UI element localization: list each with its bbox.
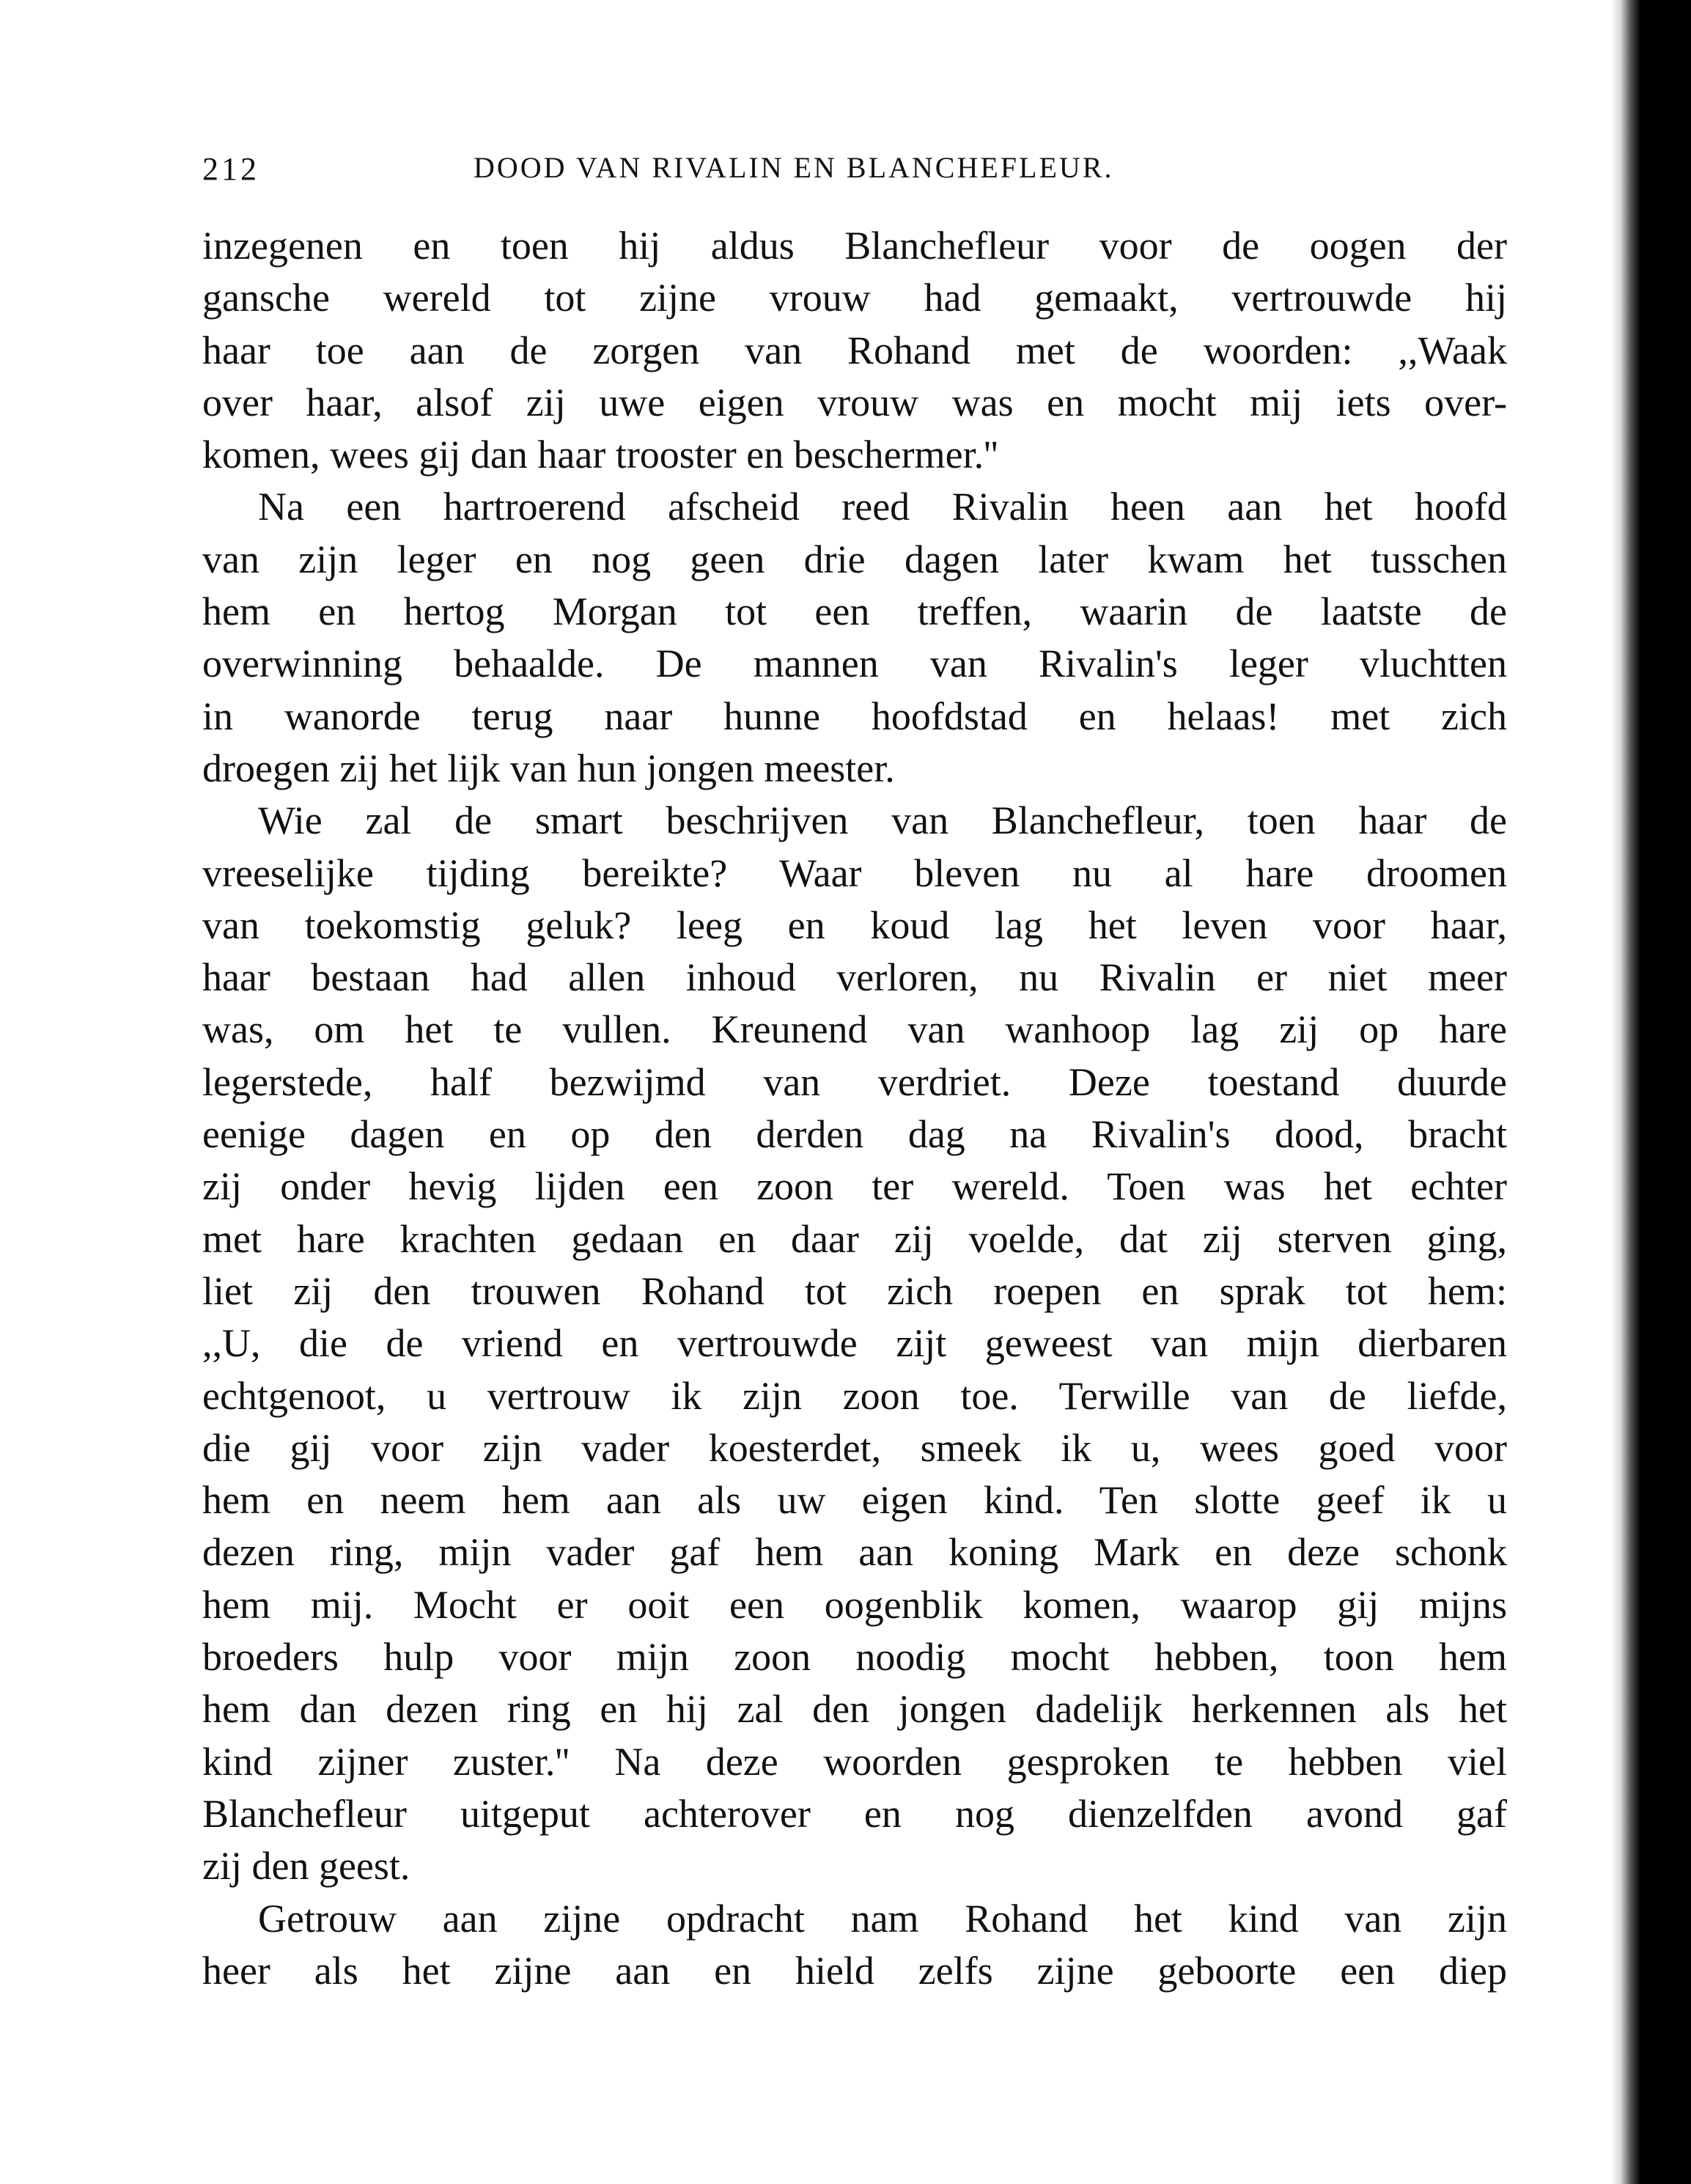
text-line: echtgenoot, u vertrouw ik zijn zoon toe. Terwille van de liefde, <box>202 1373 1507 1418</box>
text-line: kind zijner zuster.'' Na deze woorden gesproken te hebben viel <box>202 1739 1507 1784</box>
text-line: heer als het zijne aan en hield zelfs zijne geboorte een diep <box>202 1948 1507 1993</box>
page-number: 212 <box>202 151 259 187</box>
text-line: zij den geest. <box>202 1844 410 1889</box>
text-line: liet zij den trouwen Rohand tot zich roepen en sprak tot hem: <box>202 1268 1507 1313</box>
text-line: gansche wereld tot zijne vrouw had gemaakt, vertrouwde hij <box>202 276 1507 320</box>
text-line: Wie zal de smart beschrijven van Blanchefleur, toen haar de <box>258 798 1507 843</box>
text-line: overwinning behaalde. De mannen van Rivalin's leger vluchtten <box>202 641 1507 686</box>
text-line: legerstede, half bezwijmd van verdriet. Deze toestand duurde <box>202 1059 1507 1104</box>
text-line: was, om het te vullen. Kreunend van wanhoop lag zij op hare <box>202 1007 1507 1052</box>
scan-edge-black <box>1640 0 1691 2184</box>
text-line: hem mij. Mocht er ooit een oogenblik komen, waarop gij mijns <box>202 1582 1507 1627</box>
text-line: inzegenen en toen hij aldus Blanchefleur voor de oogen der <box>202 224 1507 268</box>
text-line: ,,U, die de vriend en vertrouwde zijt geweest van mijn dierbaren <box>202 1321 1507 1366</box>
text-line: Getrouw aan zijne opdracht nam Rohand het kind van zijn <box>258 1896 1507 1941</box>
body-text <box>202 220 1507 1997</box>
running-header <box>202 150 1507 194</box>
text-line: dezen ring, mijn vader gaf hem aan koning Mark en deze schonk <box>202 1530 1507 1575</box>
text-line: Blanchefleur uitgeput achterover en nog dienzelfden avond gaf <box>202 1791 1507 1836</box>
text-line: van zijn leger en nog geen drie dagen later kwam het tusschen <box>202 537 1507 581</box>
text-line: hem dan dezen ring en hij zal den jongen dadelijk herkennen als het <box>202 1687 1507 1732</box>
text-line: zij onder hevig lijden een zoon ter wereld. Toen was het echter <box>202 1164 1507 1209</box>
text-line: broeders hulp voor mijn zoon noodig mocht hebben, toon hem <box>202 1635 1507 1680</box>
text-line: haar toe aan de zorgen van Rohand met de woorden: ,,Waak <box>202 328 1507 372</box>
text-line: eenige dagen en op den derden dag na Rivalin's dood, bracht <box>202 1112 1507 1157</box>
text-line: die gij voor zijn vader koesterdet, smeek ik u, wees goed voor <box>202 1425 1507 1470</box>
text-line: hem en neem hem aan als uw eigen kind. Ten slotte geef ik u <box>202 1478 1507 1523</box>
text-line: haar bestaan had allen inhoud verloren, nu Rivalin er niet meer <box>202 955 1507 1000</box>
text-line: met hare krachten gedaan en daar zij voelde, dat zij sterven ging, <box>202 1216 1507 1261</box>
running-title: DOOD VAN RIVALIN EN BLANCHEFLEUR. <box>474 151 1114 184</box>
text-line: over haar, alsof zij uwe eigen vrouw was en mocht mij iets over- <box>202 380 1507 424</box>
text-line: Na een hartroerend afscheid reed Rivalin heen aan het hoofd <box>258 485 1507 529</box>
text-line: droegen zij het lijk van hun jongen meester. <box>202 746 895 790</box>
text-line: hem en hertog Morgan tot een treffen, waarin de laatste de <box>202 589 1507 634</box>
text-line: vreeselijke tijding bereikte? Waar bleven nu al hare droomen <box>202 850 1507 895</box>
text-line: in wanorde terug naar hunne hoofdstad en helaas! met zich <box>202 694 1507 738</box>
text-line: komen, wees gij dan haar trooster en beschermer.'' <box>202 433 998 477</box>
text-line: van toekomstig geluk? leeg en koud lag het leven voor haar, <box>202 902 1507 947</box>
